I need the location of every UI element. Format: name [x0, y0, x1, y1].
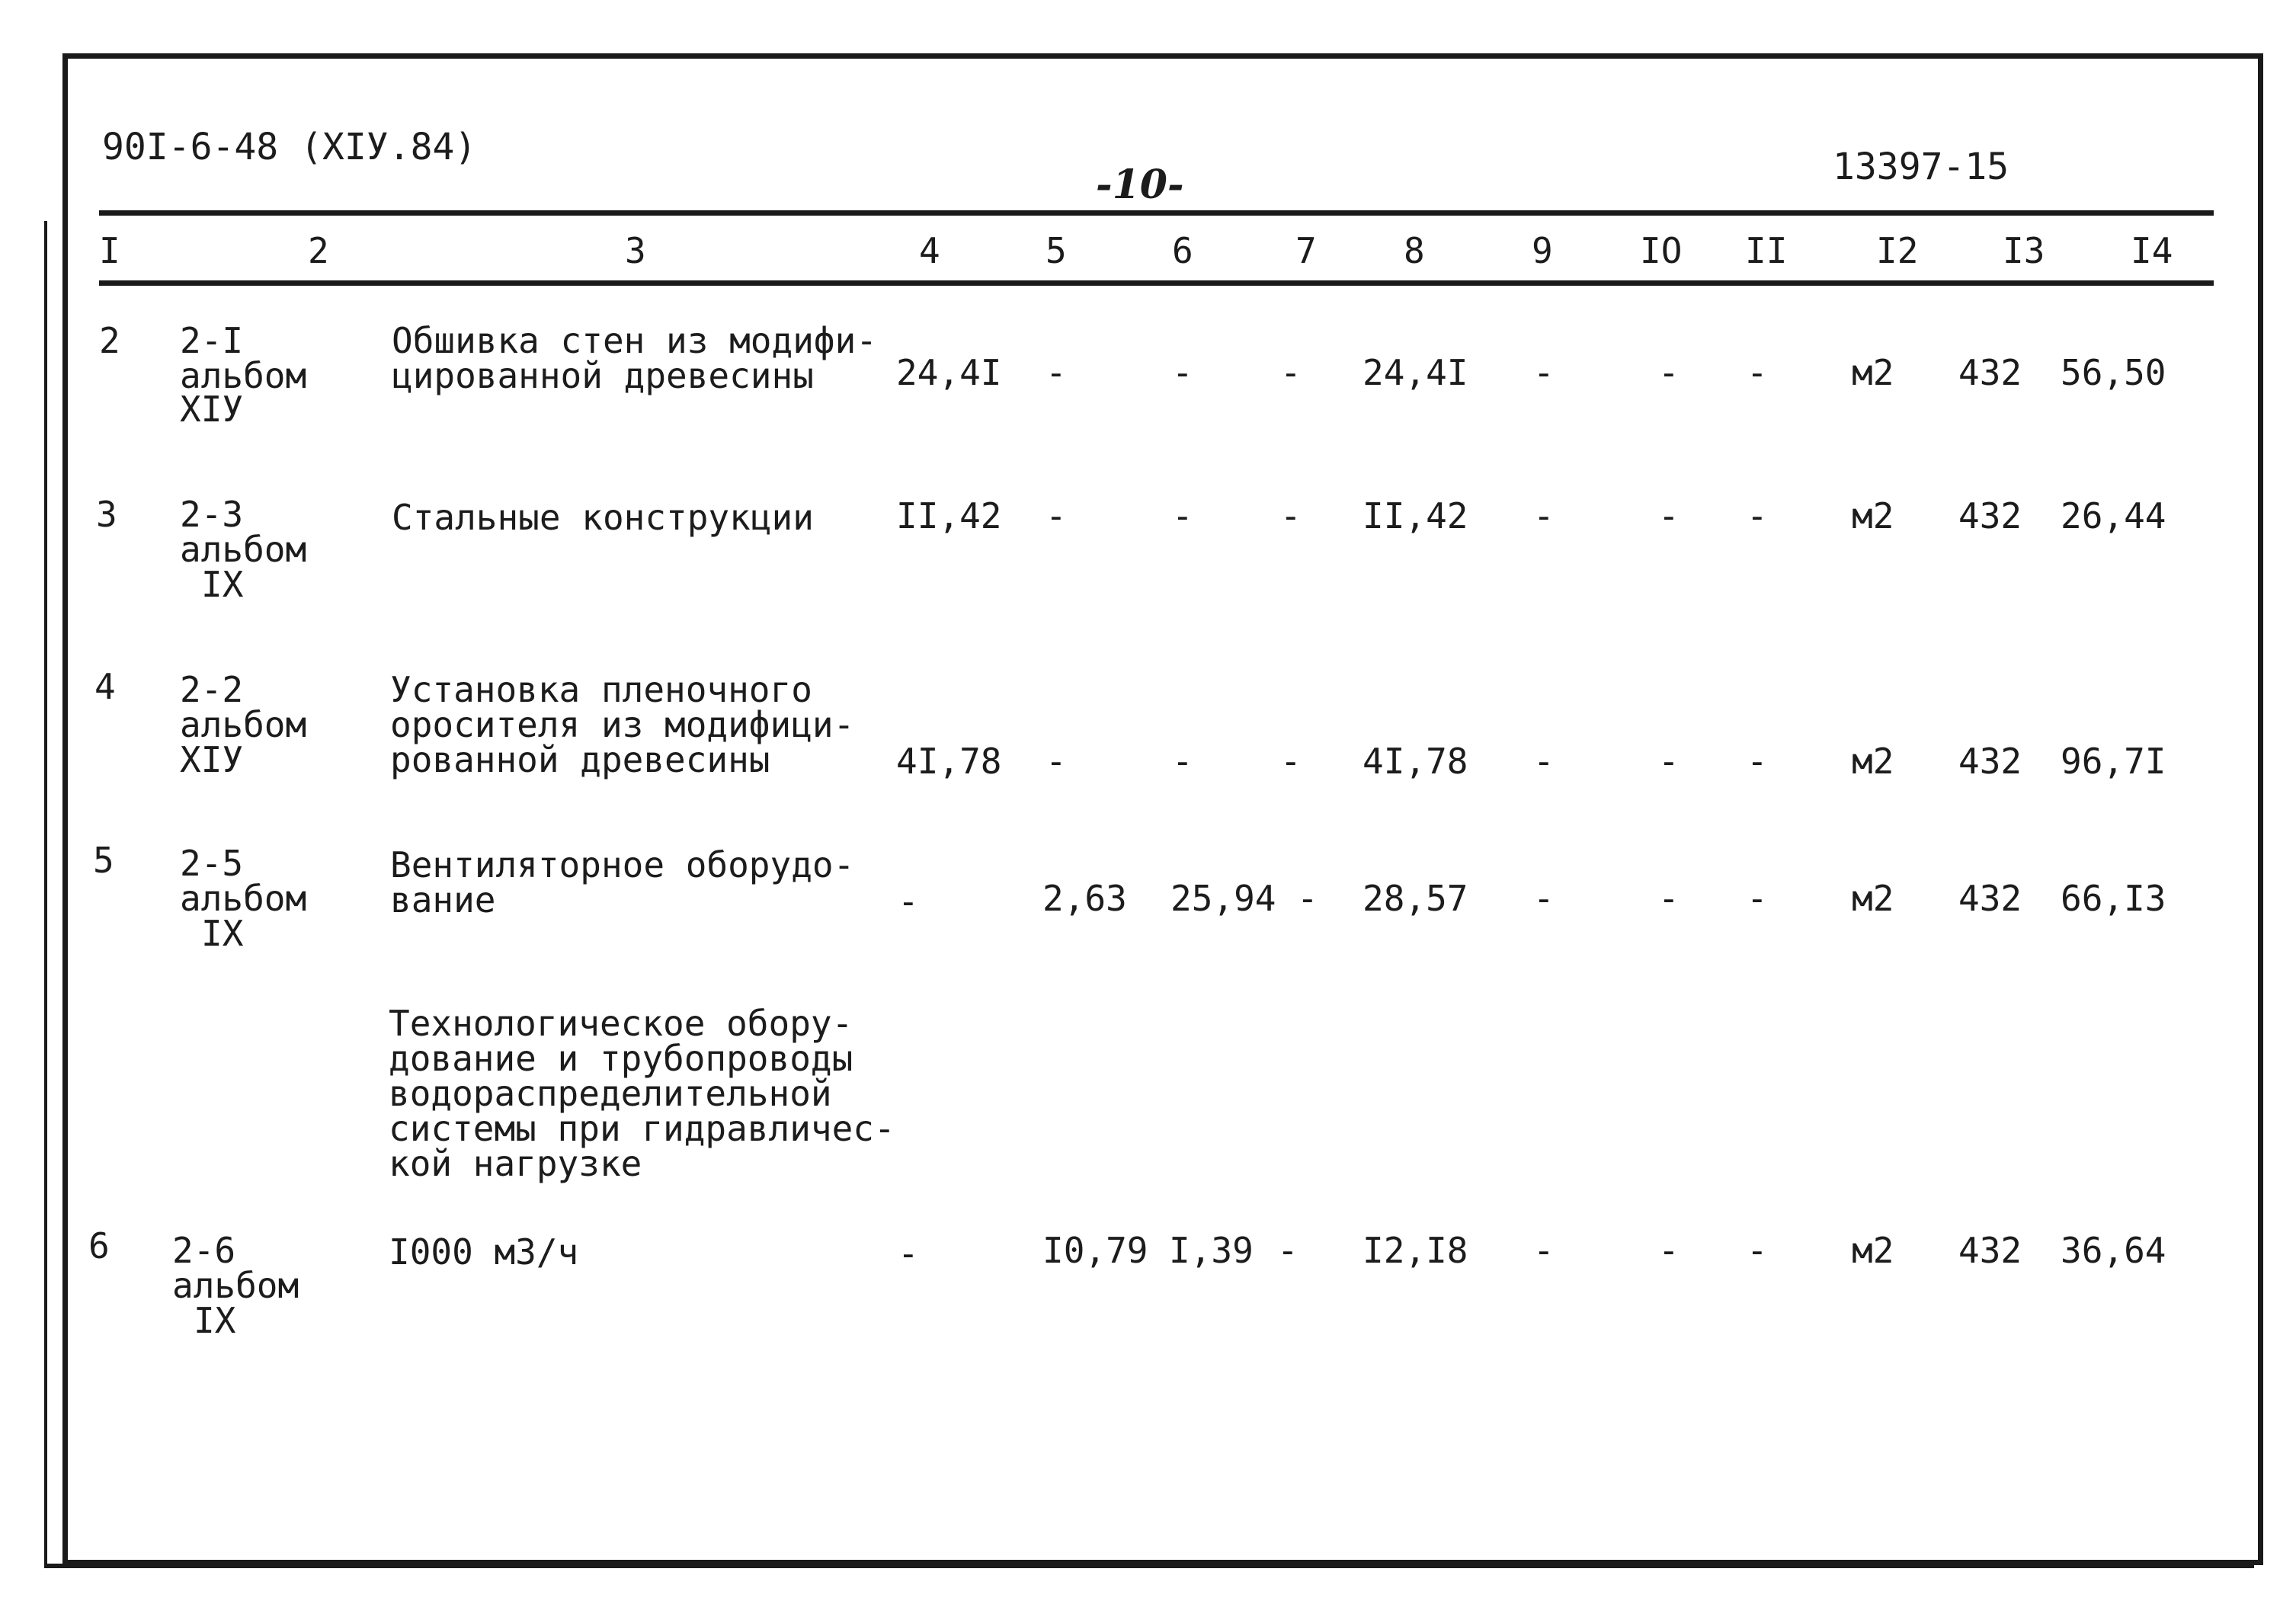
- cell-c10: -: [1658, 741, 1680, 782]
- cell-c4: II,42: [896, 495, 1002, 536]
- cell-unit: м2: [1852, 878, 1894, 919]
- row-reference: альбом: [180, 355, 307, 396]
- row-reference: альбом: [180, 529, 307, 570]
- cell-c7: -: [1277, 1230, 1299, 1271]
- row-description: Стальные конструкции: [392, 497, 814, 538]
- cell-c10: -: [1658, 1230, 1680, 1271]
- header-top-rule: [99, 210, 2214, 216]
- cell-c6: I,39: [1169, 1230, 1254, 1271]
- cell-c4: -: [898, 1233, 919, 1274]
- column-header: 8: [1404, 230, 1425, 271]
- row-reference: 2-5: [180, 843, 244, 884]
- cell-c14: 66,I3: [2061, 878, 2166, 919]
- cell-c6: -: [1172, 352, 1193, 393]
- cell-c11: -: [1747, 1230, 1768, 1271]
- row-number: 4: [94, 666, 116, 707]
- cell-c4: 24,4I: [896, 352, 1002, 393]
- cell-unit: м2: [1852, 495, 1894, 536]
- row-description: Установка пленочного: [390, 669, 812, 710]
- cell-c7: -: [1280, 495, 1302, 536]
- column-header: 2: [308, 230, 329, 271]
- cell-c8: 24,4I: [1363, 352, 1468, 393]
- row-description: цированной древесины: [392, 355, 814, 396]
- cell-c4: 4I,78: [896, 741, 1002, 782]
- row-number: 5: [93, 840, 114, 881]
- row-reference: IX: [201, 564, 244, 605]
- cell-c5: -: [1046, 495, 1067, 536]
- cell-c14: 56,50: [2061, 352, 2166, 393]
- column-header: II: [1745, 230, 1788, 271]
- column-header: I3: [2003, 230, 2045, 271]
- cell-c10: -: [1658, 878, 1680, 919]
- cell-unit: м2: [1852, 741, 1894, 782]
- row-reference: альбом: [172, 1265, 299, 1306]
- row-number: 2: [99, 320, 120, 361]
- row-reference: 2-2: [180, 669, 244, 710]
- cell-c7: -: [1297, 878, 1318, 919]
- document-code: 90I-6-48 (XIУ.84): [102, 126, 477, 168]
- cell-c13: 432: [1958, 1230, 2022, 1271]
- row-reference: альбом: [180, 704, 307, 745]
- cell-c11: -: [1747, 741, 1768, 782]
- cell-c8: I2,I8: [1363, 1230, 1468, 1271]
- row-description: оросителя из модифици-: [390, 704, 855, 745]
- frame-shadow-bottom: [46, 1564, 2254, 1568]
- cell-c4: -: [898, 881, 919, 922]
- row-reference: IX: [201, 913, 244, 954]
- row-reference: XIУ: [180, 389, 244, 430]
- column-header: I4: [2131, 230, 2173, 271]
- row-description: I000 м3/ч: [389, 1231, 579, 1273]
- column-header: 5: [1046, 230, 1067, 271]
- row-number: 6: [88, 1225, 110, 1266]
- column-header: 6: [1172, 230, 1193, 271]
- column-header: I2: [1876, 230, 1919, 271]
- cell-c13: 432: [1958, 878, 2022, 919]
- frame-shadow-left: [44, 221, 47, 1568]
- cell-c13: 432: [1958, 495, 2022, 536]
- cell-c9: -: [1533, 878, 1555, 919]
- row-reference: альбом: [180, 878, 307, 919]
- cell-c5: I0,79: [1042, 1230, 1148, 1271]
- cell-c13: 432: [1958, 741, 2022, 782]
- cell-c14: 96,7I: [2061, 741, 2166, 782]
- column-header: I: [99, 230, 120, 271]
- cell-c5: -: [1046, 352, 1067, 393]
- cell-c7: -: [1280, 741, 1302, 782]
- column-header: 9: [1532, 230, 1553, 271]
- row-reference: 2-6: [172, 1230, 236, 1271]
- row-reference: 2-3: [180, 494, 244, 535]
- cell-c5: -: [1046, 741, 1067, 782]
- cell-c13: 432: [1958, 352, 2022, 393]
- cell-c8: II,42: [1363, 495, 1468, 536]
- header-bottom-rule: [99, 280, 2214, 286]
- row-reference: IX: [194, 1300, 236, 1341]
- cell-c11: -: [1747, 878, 1768, 919]
- cell-c10: -: [1658, 352, 1680, 393]
- page-number: -10-: [1096, 162, 1184, 208]
- group-heading-line: Технологическое обору-: [389, 1003, 853, 1044]
- cell-c9: -: [1533, 352, 1555, 393]
- cell-c9: -: [1533, 1230, 1555, 1271]
- column-header: 3: [625, 230, 646, 271]
- column-header: 7: [1295, 230, 1317, 271]
- cell-c7: -: [1280, 352, 1302, 393]
- row-description: Вентиляторное оборудо-: [390, 844, 855, 885]
- row-description: вание: [390, 879, 496, 920]
- cell-c10: -: [1658, 495, 1680, 536]
- group-heading-line: кой нагрузке: [389, 1143, 642, 1184]
- row-number: 3: [96, 494, 117, 535]
- cell-c14: 36,64: [2061, 1230, 2166, 1271]
- row-reference: 2-I: [180, 320, 244, 361]
- group-heading-line: водораспределительной: [389, 1073, 832, 1114]
- cell-c5: 2,63: [1042, 878, 1127, 919]
- cell-c8: 4I,78: [1363, 741, 1468, 782]
- cell-c9: -: [1533, 741, 1555, 782]
- row-reference: XIУ: [180, 739, 244, 780]
- cell-c6: 25,94: [1170, 878, 1276, 919]
- sheet-code: 13397-15: [1833, 146, 2009, 188]
- cell-c6: -: [1172, 495, 1193, 536]
- cell-c14: 26,44: [2061, 495, 2166, 536]
- cell-c11: -: [1747, 495, 1768, 536]
- group-heading-line: системы при гидравличес-: [389, 1108, 895, 1149]
- cell-c9: -: [1533, 495, 1555, 536]
- cell-unit: м2: [1852, 1230, 1894, 1271]
- row-description: рованной древесины: [390, 739, 770, 780]
- cell-c8: 28,57: [1363, 878, 1468, 919]
- cell-c6: -: [1172, 741, 1193, 782]
- column-header: 4: [919, 230, 940, 271]
- cell-unit: м2: [1852, 352, 1894, 393]
- group-heading-line: дование и трубопроводы: [389, 1038, 853, 1079]
- column-header: IO: [1640, 230, 1683, 271]
- cell-c11: -: [1747, 352, 1768, 393]
- row-description: Обшивка стен из модифи-: [392, 320, 877, 361]
